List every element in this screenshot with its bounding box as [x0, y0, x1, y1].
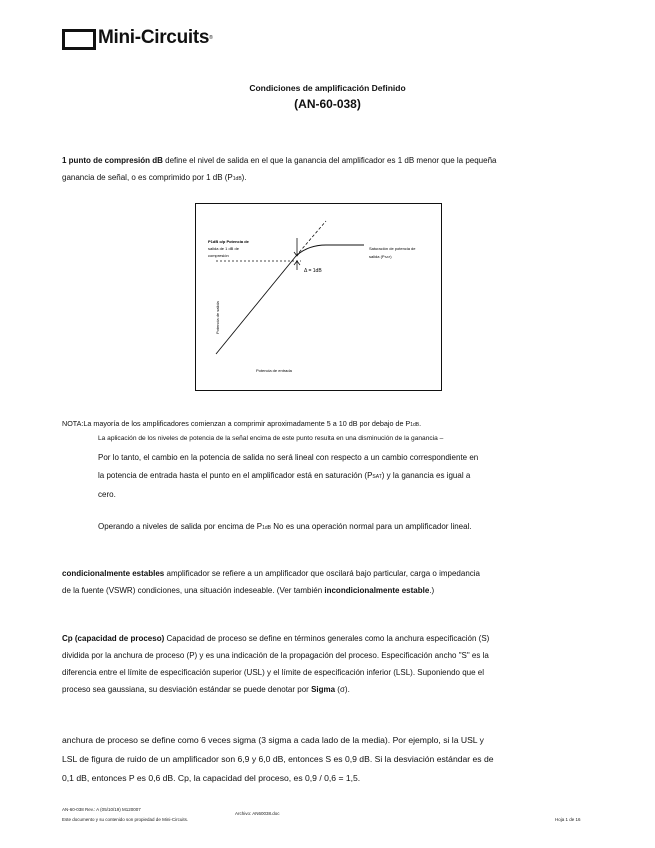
- logo-icon: [62, 29, 96, 47]
- footer-file: Archivo: AN60038.doc: [235, 811, 280, 816]
- p1db-text-1: define el nivel de salida en el que la ganancia del amplificador es 1 dB menor que la pequeña: [162, 156, 497, 165]
- p1db-text-end: ).: [241, 173, 247, 182]
- nota-line-1: NOTA:La mayoría de los amplificadores comienzan a comprimir aproximadamente 5 a 10 dB por debajo de P1dB.: [62, 419, 422, 428]
- nota-line-6: Operando a niveles de salida por encima de P1dB No es una operación normal para un amplificador lineal.: [98, 522, 472, 531]
- footer-doc-id: AN-60-038 Rev.: A (05/10/19) M120007: [62, 807, 141, 812]
- linear-gain-line: [216, 256, 296, 354]
- p1db-subscript: 1dB: [232, 176, 242, 182]
- nota-line-2: La aplicación de los niveles de potencia de la señal encima de este punto resulta en una disminución de la ganancia –: [98, 435, 444, 442]
- cp-term: Cp (capacidad de proceso): [62, 634, 165, 643]
- nota-line-5: cero.: [98, 490, 116, 499]
- document-title: Condiciones de amplificación Definido: [249, 83, 406, 93]
- ideal-gain-dashed-line: [296, 221, 326, 256]
- logo-text: Mini-Circuits: [98, 27, 210, 48]
- logo-registered-mark: ®: [209, 35, 213, 41]
- p1db-text-2: ganancia de señal, o es comprimido por 1 dB (P: [62, 173, 233, 182]
- p1db-label-line2: salida de 1 dB de: [208, 246, 239, 251]
- nota-line-4: la potencia de entrada hasta el punto en el amplificador está en saturación (PSAT) y la ganancia es igual a: [98, 471, 471, 480]
- compressed-output-curve: [296, 245, 364, 256]
- delta-label: Δ = 1dB: [304, 268, 322, 274]
- cp-definition: Cp (capacidad de proceso) Capacidad de proceso se define en términos generales como la anchura especificación (S) dividida por la anchura de proceso (P) y es una indicación de la propagación del proceso. Especificación ancho "S" es la diferencia entre el límite de especificación superior (USL) y el límite de especificación inferior (LSL). Suponiendo que el proceso sea gaussiana, su desviación estándar se puede denotar por Sigma (σ).: [62, 634, 490, 694]
- mini-circuits-logo: [62, 27, 213, 49]
- conditionally-stable-definition: condicionalmente estables amplificador se refiere a un amplificador que oscilará bajo particular, carga o impedancia de la fuente (VSWR) condiciones, una situación indeseable. (Ver también incondicionalmente estable.): [62, 569, 480, 595]
- p1db-label-line3: compresión: [208, 253, 229, 258]
- compression-curve-chart: [196, 204, 441, 390]
- conditionally-stable-term: condicionalmente estables: [62, 569, 165, 578]
- process-width-paragraph: anchura de proceso se define como 6 veces sigma (3 sigma a cada lado de la media). Por ejemplo, si la USL y LSL de figura de ruido de un amplificador son 6,9 y 6,0 dB, entonces S es 0,9 dB. Si la desviación estándar es de 0,1 dB, entonces P es 0,6 dB. Cp, la capacidad del proceso, es 0,9 / 0,6 = 1,5.: [62, 735, 494, 783]
- unconditionally-stable-term: incondicionalmente estable: [324, 586, 430, 595]
- footer-page: Hoja 1 de 16: [555, 817, 581, 822]
- nota-paragraph: [98, 449, 628, 504]
- p1db-definition: [62, 152, 602, 188]
- footer-note: Este documento y su contenido son propiedad de Mini-Circuits.: [62, 817, 189, 822]
- sigma-term: Sigma: [311, 685, 336, 694]
- compression-figure: [195, 203, 442, 391]
- y-axis-label: Potencia de salida: [215, 301, 220, 334]
- document-code: (AN-60-038): [294, 97, 361, 111]
- saturation-label-line2: salida (PSAT): [369, 254, 392, 259]
- p1db-label-line1: P1dB o/p Potencia de: [208, 239, 249, 244]
- p1db-term: 1 punto de compresión dB: [62, 156, 163, 165]
- nota-line-3: Por lo tanto, el cambio en la potencia de salida no será lineal con respecto a un cambio correspondiente en: [98, 453, 479, 462]
- saturation-label-line1: Saturación de potencia de: [369, 246, 416, 251]
- x-axis-label: Potencia de entrada: [256, 368, 292, 373]
